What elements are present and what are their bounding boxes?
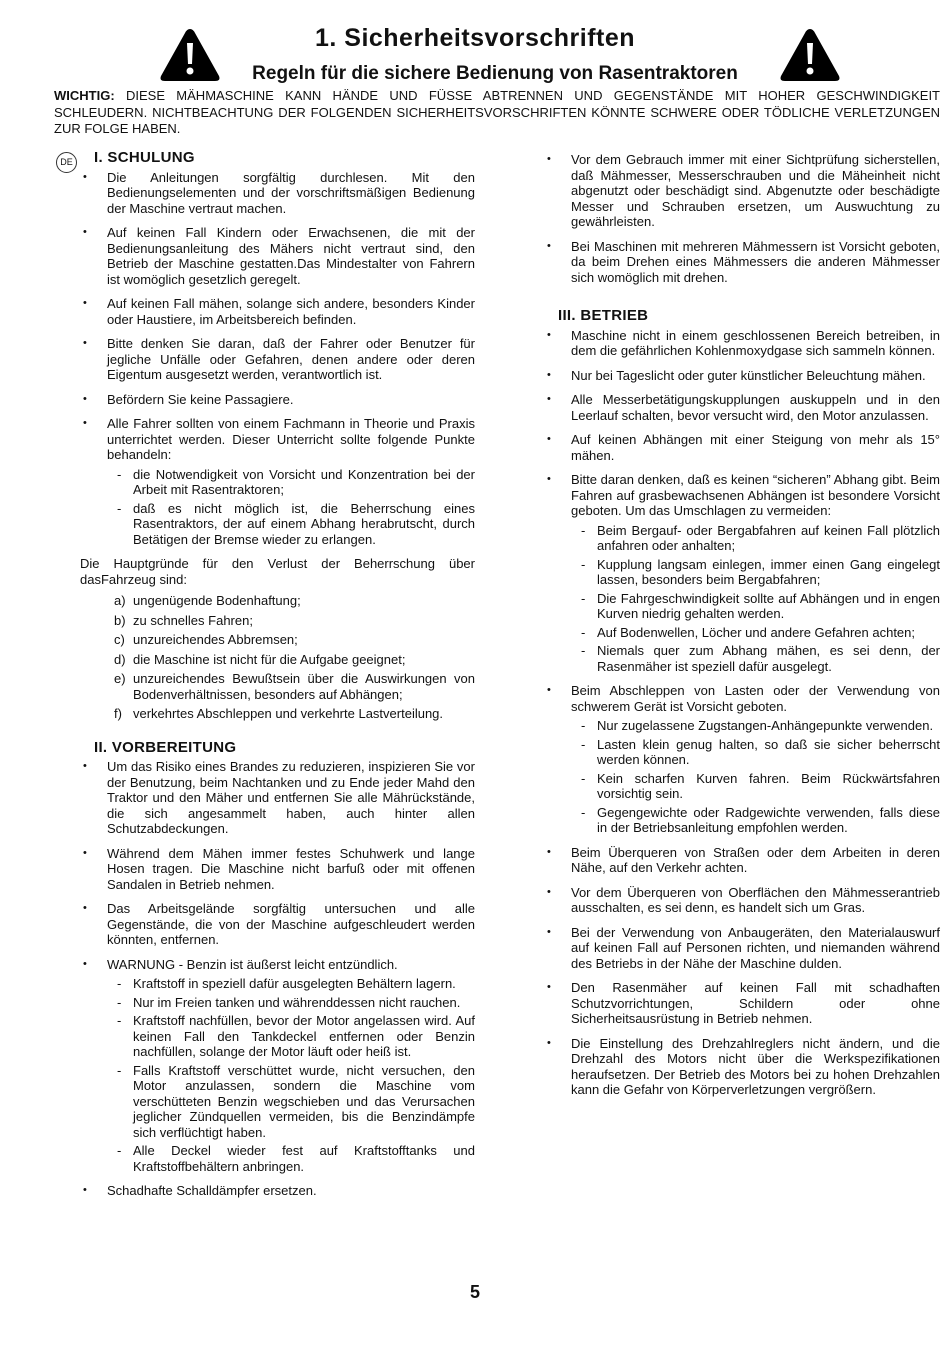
list-item: • Vor dem Überqueren von Oberflächen den Mähmesserantrieb ausschalten, es sei denn, es handelt sich um Gras.: [544, 885, 940, 916]
sub-list-item: - Nur im Freien tanken und währenddessen nicht rauchen.: [107, 995, 475, 1011]
page-header: [0, 18, 950, 90]
list-item-text: WARNUNG - Benzin ist äußerst leicht entzündlich.: [107, 956, 398, 972]
section-heading-schulung: I. SCHULUNG: [94, 149, 195, 166]
list-item: • Nur bei Tageslicht oder guter künstlicher Beleuchtung mähen.: [544, 368, 940, 384]
left-column: [80, 150, 475, 1208]
page-number: 5: [470, 1282, 481, 1302]
reason-marker: c): [114, 632, 125, 647]
sub-list-item: - Alle Deckel wieder fest auf Kraftstofftanks und Kraftstoffbehältern anbringen.: [107, 1143, 475, 1174]
sub-list-item: - Nur zugelassene Zugstangen-Anhängepunkte verwenden.: [571, 718, 940, 734]
list-item: • Um das Risiko eines Brandes zu reduzieren, inspizieren Sie vor der Benutzung, beim Nachtanken und zu Ende jeder Mahd den Traktor und den Mäher und entfernen Sie alle Mährückstände, die sich angesammelt haben, auch hinter allen Schutzabdeckungen.: [80, 759, 475, 837]
sub-list: [571, 523, 940, 675]
list-item: • Die Einstellung des Drehzahlreglers nicht ändern, und die Drehzahl des Motors nicht über die Werkspezifikationen heraufsetzen. Der Betrieb des Motors bei zu hohen Drehzahlen kann die Gefahr von Körperverletzungen vergrößern.: [544, 1036, 940, 1098]
list-item: • Auf keinen Fall Kindern oder Erwachsenen, die mit der Bedienungsanleitung des Mähers nicht vertraut sind, den Betrieb der Maschine gestatten.Das Mindestalter von Fahrern ist womöglich gesetzlich geregelt.: [80, 225, 475, 287]
page-subtitle: Regeln für die sichere Bedienung von Rasentraktoren: [252, 63, 738, 84]
list-item: [544, 683, 940, 836]
reason-text: unzureichendes Bewußtsein über die Auswirkungen von Bodenverhältnissen, besonders auf Abhängen;: [133, 671, 475, 702]
reason-text: ungenügende Bodenhaftung;: [133, 593, 301, 608]
section-heading-betrieb: III. BETRIEB: [558, 307, 649, 324]
reason-marker: d): [114, 651, 126, 667]
vorbereitung-list: [80, 759, 475, 1199]
list-item: • Bei Maschinen mit mehreren Mähmessern ist Vorsicht geboten, da beim Drehen eines Mähmessers die anderen Mähmesser sich womöglich mit drehen.: [544, 239, 940, 286]
reason-text: unzureichendes Abbremsen;: [133, 632, 298, 647]
schulung-list: [80, 170, 475, 548]
sub-list: [107, 467, 475, 548]
list-item: [80, 416, 475, 547]
list-item: • Bei der Verwendung von Anbaugeräten, den Materialauswurf auf keinen Fall auf Personen richten, und niemanden während des Betriebs in der Nähe der Maschine dulden.: [544, 925, 940, 972]
sub-list-item: - Niemals quer zum Abhang mähen, es sei denn, der Rasenmäher ist speziell dafür ausgelegt.: [571, 643, 940, 674]
reason-text: die Maschine ist nicht für die Aufgabe geeignet;: [133, 651, 406, 667]
right-column: [544, 152, 940, 1107]
language-badge: DE: [56, 152, 77, 173]
reason-text: verkehrtes Abschleppen und verkehrte Lastverteilung.: [133, 706, 444, 721]
sub-list-item: - die Notwendigkeit von Vorsicht und Konzentration bei der Arbeit mit Rasentraktoren;: [107, 467, 475, 498]
list-item: • Während dem Mähen immer festes Schuhwerk und lange Hosen tragen. Die Maschine nicht barfuß oder mit offenen Sandalen in Betrieb nehmen.: [80, 846, 475, 893]
list-item: • Beim Überqueren von Straßen oder dem Arbeiten in deren Nähe, auf den Verkehr achten.: [544, 845, 940, 876]
sub-list-item: - Kupplung langsam einlegen, immer einen Gang eingelegt lassen, besonders beim Bergabfahren;: [571, 557, 940, 588]
sub-list: [571, 718, 940, 836]
reason-item: [80, 671, 475, 702]
reason-item: [80, 613, 475, 629]
reason-item: [80, 593, 475, 609]
important-notice: [54, 88, 940, 138]
list-item: • Den Rasenmäher auf keinen Fall mit schadhaften Schutzvorrichtungen, Schildern oder ohne Sicherheitsausrüstung in Betrieb nehmen.: [544, 980, 940, 1027]
list-item-text: Bitte daran denken, daß es keinen “sicheren” Abhang gibt. Beim Fahren auf grasbewachsenen Abhängen ist besondere Vorsicht geboten. Um das Umschlagen zu vermeiden:: [571, 472, 940, 518]
paragraph: Die Hauptgründe für den Verlust der Beherrschung über dasFahrzeug sind:: [80, 556, 475, 587]
list-item: • Maschine nicht in einem geschlossenen Bereich betreiben, in dem die gefährlichen Kohlenmoxydgase sich sammeln können.: [544, 328, 940, 359]
list-item: • Bitte denken Sie daran, daß der Fahrer oder Benutzer für jegliche Unfälle oder Gefahren, denen andere oder deren Eigentum ausgesetzt werden, verantwortlich ist.: [80, 336, 475, 383]
sub-list-item: - Auf Bodenwellen, Löcher und andere Gefahren achten;: [571, 625, 940, 641]
reason-text: zu schnelles Fahren;: [133, 612, 253, 628]
sub-list-item: - Falls Kraftstoff verschüttet wurde, nicht versuchen, den Motor anzulassen, sondern die Maschine vom verschütteten Benzin wegschieben und das Verursachen jeglicher Zündquellen vermeiden, bis die Benzindämpfe sich verflüchtigt haben.: [107, 1063, 475, 1141]
reason-item: [80, 706, 475, 722]
reason-item: [80, 652, 475, 668]
list-item: • Vor dem Gebrauch immer mit einer Sichtprüfung sicherstellen, daß Mähmesser, Messerschrauben und die Mäheinheit nicht abgenutzt oder beschädigt sind. Abgenutzte oder beschädigte Messer und Schrauben ersetzen, um Auswuchtung zu gewährleisten.: [544, 152, 940, 230]
section-heading-vorbereitung: II. VORBEREITUNG: [94, 738, 237, 756]
list-item-text: Beim Abschleppen von Lasten oder der Verwendung von schwerem Gerät ist Vorsicht geboten.: [571, 683, 940, 714]
sub-list-item: - Kein scharfen Kurven fahren. Beim Rückwärtsfahren vorsichtig sein.: [571, 771, 940, 802]
important-text: DIESE MÄHMASCHINE KANN HÄNDE UND FÜSSE ABTRENNEN UND GEGENSTÄNDE MIT HOHER GESCHWINDIGKEIT SCHLEUDERN. NICHTBEACHTUNG DER FOLGENDEN SICHERHEITSVORSCHRIFTEN KÖNNTE SCHWERE ODER TÖDLICHE VERLETZUNGEN ZUR FOLGE HABEN.: [54, 88, 940, 136]
list-item: [544, 472, 940, 674]
list-item: • Schadhafte Schalldämpfer ersetzen.: [80, 1183, 475, 1199]
inspection-list: [544, 152, 940, 285]
reason-marker: b): [114, 612, 126, 628]
sub-list-item: - Kraftstoff in speziell dafür ausgelegten Behältern lagern.: [107, 976, 475, 992]
sub-list-item: - Kraftstoff nachfüllen, bevor der Motor angelassen wird. Auf keinen Fall den Tankdeckel entfernen oder Benzin nachfüllen, solange der Motor läuft oder heiß ist.: [107, 1013, 475, 1060]
list-item-text: Alle Fahrer sollten von einem Fachmann in Theorie und Praxis unterrichtet werden. Dieser Unterricht sollte folgende Punkte behandeln:: [107, 416, 475, 462]
sub-list: [107, 976, 475, 1174]
reasons-list: [80, 593, 475, 722]
sub-list-item: - Gegengewichte oder Radgewichte verwenden, falls diese in der Betriebsanleitung empfohlen werden.: [571, 805, 940, 836]
list-item: • Auf keinen Abhängen mit einer Steigung von mehr als 15° mähen.: [544, 432, 940, 463]
list-item: • Die Anleitungen sorgfältig durchlesen. Mit den Bedienungselementen und der vorschriftsmäßigen Bedienung der Maschine vertraut machen.: [80, 170, 475, 217]
section-gap: [544, 294, 940, 308]
list-item: [80, 957, 475, 1175]
sub-list-item: - Lasten klein genug halten, so daß sie sicher beherrscht werden können.: [571, 737, 940, 768]
page-title: 1. Sicherheitsvorschriften: [314, 24, 636, 52]
sub-list-item: - daß es nicht möglich ist, die Beherrschung eines Rasentraktors, der auf einem Abhang herabrutscht, durch Betätigen der Bremse wieder zu erlangen.: [107, 501, 475, 548]
sub-list-item: - Die Fahrgeschwindigkeit sollte auf Abhängen und in engen Kurven niedrig gehalten werden.: [571, 591, 940, 622]
warning-triangle-icon: [778, 26, 842, 84]
list-item: • Auf keinen Fall mähen, solange sich andere, besonders Kinder oder Haustiere, im Arbeitsbereich befinden.: [80, 296, 475, 327]
sub-list-item: - Beim Bergauf- oder Bergabfahren auf keinen Fall plötzlich anfahren oder anhalten;: [571, 523, 940, 554]
betrieb-list: [544, 328, 940, 1098]
reason-marker: f): [114, 706, 122, 721]
important-label: WICHTIG:: [54, 88, 115, 103]
list-item: • Alle Messerbetätigungskupplungen auskuppeln und in den Leerlauf schalten, bevor versucht wird, den Motor anzulassen.: [544, 392, 940, 423]
reason-item: [80, 632, 475, 648]
list-item: • Befördern Sie keine Passagiere.: [80, 392, 475, 408]
reason-marker: a): [114, 593, 126, 608]
reason-marker: e): [114, 671, 126, 686]
list-item: • Das Arbeitsgelände sorgfältig untersuchen und alle Gegenstände, die von der Maschine aufgeschleudert werden könnten, entfernen.: [80, 901, 475, 948]
section-gap: [80, 726, 475, 740]
